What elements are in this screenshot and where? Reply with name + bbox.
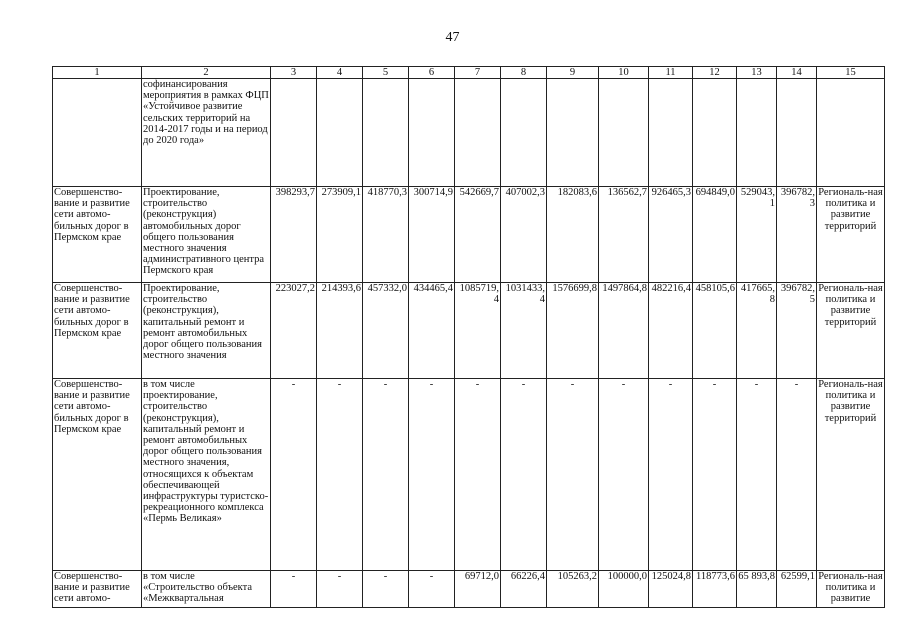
value-cell: 434465,4: [409, 283, 455, 379]
value-cell: 100000,0: [599, 571, 649, 608]
value-cell: 396782,3: [777, 187, 817, 283]
value-cell: 458105,6: [693, 283, 737, 379]
header-cell: 6: [409, 67, 455, 79]
value-cell: [737, 79, 777, 187]
value-cell: 396782,5: [777, 283, 817, 379]
value-cell: -: [363, 379, 409, 571]
value-cell: -: [409, 379, 455, 571]
header-cell: 3: [271, 67, 317, 79]
value-cell: 69712,0: [455, 571, 501, 608]
value-cell: 694849,0: [693, 187, 737, 283]
responsible-cell: Региональ-ная политика и развитие территорий: [817, 187, 885, 283]
value-cell: [649, 79, 693, 187]
value-cell: 482216,4: [649, 283, 693, 379]
value-cell: 457332,0: [363, 283, 409, 379]
value-cell: -: [547, 379, 599, 571]
value-cell: [455, 79, 501, 187]
value-cell: 300714,9: [409, 187, 455, 283]
value-cell: 125024,8: [649, 571, 693, 608]
value-cell: 1576699,8: [547, 283, 599, 379]
program-cell: Совершенство-вание и развитие сети автомо-бильных дорог в Пермском крае: [53, 187, 142, 283]
header-cell: 14: [777, 67, 817, 79]
program-cell: [53, 79, 142, 187]
responsible-cell: Региональ-ная политика и развитие территорий: [817, 283, 885, 379]
value-cell: 66226,4: [501, 571, 547, 608]
value-cell: -: [455, 379, 501, 571]
value-cell: -: [599, 379, 649, 571]
value-cell: 273909,1: [317, 187, 363, 283]
program-cell: Совершенство-вание и развитие сети автомо-бильных дорог в Пермском крае: [53, 283, 142, 379]
value-cell: 182083,6: [547, 187, 599, 283]
value-cell: 214393,6: [317, 283, 363, 379]
value-cell: 398293,7: [271, 187, 317, 283]
value-cell: 1497864,8: [599, 283, 649, 379]
activity-cell: Проектирование, строительство (реконструкция), капитальный ремонт и ремонт автомобильных дорог общего пользования местного значения: [142, 283, 271, 379]
value-cell: [547, 79, 599, 187]
header-cell: 7: [455, 67, 501, 79]
value-cell: 118773,6: [693, 571, 737, 608]
value-cell: -: [317, 571, 363, 608]
header-cell: 8: [501, 67, 547, 79]
value-cell: -: [777, 379, 817, 571]
program-cell: Совершенство-вание и развитие сети автомо-: [53, 571, 142, 608]
header-cell: 9: [547, 67, 599, 79]
value-cell: 407002,3: [501, 187, 547, 283]
activity-cell: Проектирование, строительство (реконструкция) автомобильных дорог общего пользования местного значения административного центра Пермского края: [142, 187, 271, 283]
value-cell: [777, 79, 817, 187]
value-cell: [317, 79, 363, 187]
value-cell: [501, 79, 547, 187]
table-row: [53, 379, 885, 571]
value-cell: -: [693, 379, 737, 571]
value-cell: -: [317, 379, 363, 571]
value-cell: -: [501, 379, 547, 571]
header-cell: 1: [53, 67, 142, 79]
value-cell: [409, 79, 455, 187]
value-cell: -: [271, 571, 317, 608]
value-cell: 136562,7: [599, 187, 649, 283]
value-cell: -: [649, 379, 693, 571]
value-cell: 105263,2: [547, 571, 599, 608]
program-cell: Совершенство-вание и развитие сети автомо-бильных дорог в Пермском крае: [53, 379, 142, 571]
value-cell: [599, 79, 649, 187]
header-cell: 11: [649, 67, 693, 79]
value-cell: 418770,3: [363, 187, 409, 283]
value-cell: 417665,8: [737, 283, 777, 379]
header-cell: 15: [817, 67, 885, 79]
value-cell: 529043,1: [737, 187, 777, 283]
value-cell: [693, 79, 737, 187]
activity-cell: в том числе «Строительство объекта «Межквартальная: [142, 571, 271, 608]
value-cell: [363, 79, 409, 187]
activity-cell: софинансирования мероприятия в рамках ФЦП «Устойчивое развитие сельских территорий на 2014-2017 годы и на период до 2020 года»: [142, 79, 271, 187]
header-cell: 12: [693, 67, 737, 79]
activity-cell: в том числе проектирование, строительство (реконструкция), капитальный ремонт и ремонт автомобильных дорог общего пользования местного значения, относящихся к объектам обеспечивающей инфраструктуры туристско-рекреационного комплекса «Пермь Великая»: [142, 379, 271, 571]
table-row: [53, 187, 885, 283]
value-cell: -: [409, 571, 455, 608]
table-row: [53, 283, 885, 379]
value-cell: 65 893,8: [737, 571, 777, 608]
value-cell: 1031433,4: [501, 283, 547, 379]
value-cell: 1085719,4: [455, 283, 501, 379]
header-cell: 13: [737, 67, 777, 79]
header-cell: 5: [363, 67, 409, 79]
value-cell: 62599,1: [777, 571, 817, 608]
value-cell: 542669,7: [455, 187, 501, 283]
table-row: [53, 571, 885, 608]
value-cell: 223027,2: [271, 283, 317, 379]
header-cell: 2: [142, 67, 271, 79]
value-cell: -: [737, 379, 777, 571]
table-row: [53, 79, 885, 187]
responsible-cell: [817, 79, 885, 187]
header-cell: 4: [317, 67, 363, 79]
value-cell: [271, 79, 317, 187]
value-cell: -: [271, 379, 317, 571]
budget-table: [52, 66, 885, 608]
value-cell: 926465,3: [649, 187, 693, 283]
header-row: [53, 67, 885, 79]
value-cell: -: [363, 571, 409, 608]
header-cell: 10: [599, 67, 649, 79]
responsible-cell: Региональ-ная политика и развитие территорий: [817, 379, 885, 571]
responsible-cell: Региональ-ная политика и развитие: [817, 571, 885, 608]
page-number: 47: [445, 30, 460, 45]
